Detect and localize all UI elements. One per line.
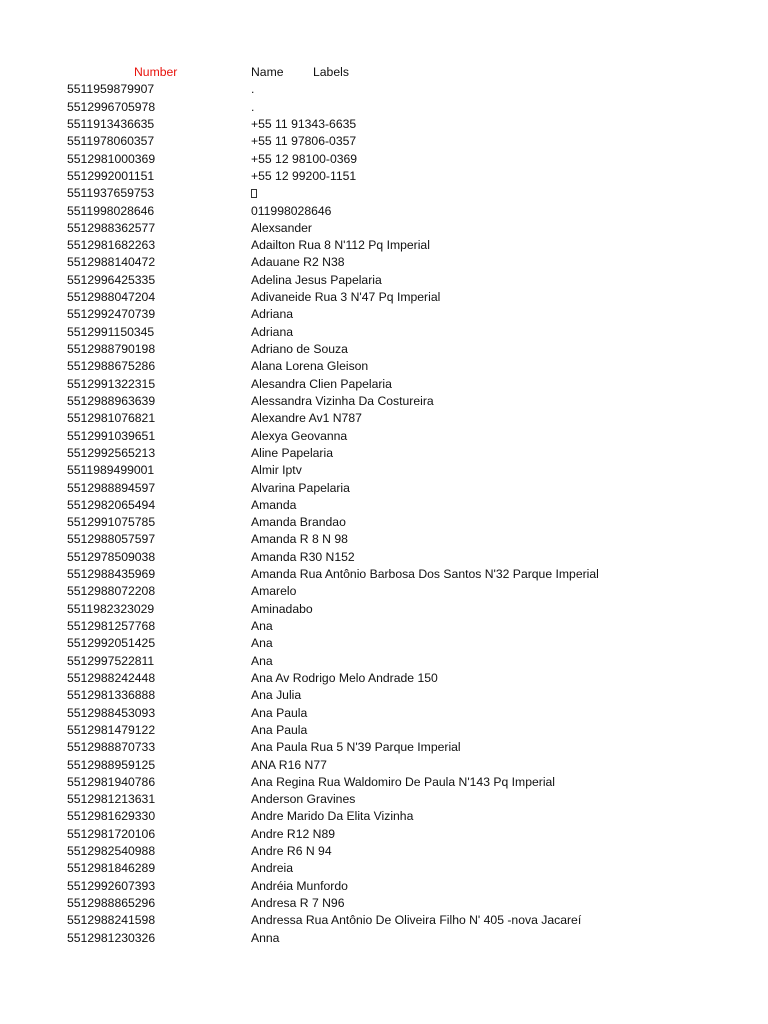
phone-number-cell: 5512996705978 — [67, 99, 156, 114]
table-row — [0, 237, 768, 254]
table-row — [0, 739, 768, 756]
table-row — [0, 203, 768, 220]
table-row — [0, 549, 768, 566]
table-row — [0, 306, 768, 323]
table-row — [0, 480, 768, 497]
phone-number-cell: 5512992470739 — [67, 307, 156, 322]
contact-name-cell: Almir Iptv — [251, 463, 302, 478]
contact-name-cell: Adelina Jesus Papelaria — [251, 272, 382, 287]
phone-number-cell: 5512988790198 — [67, 342, 156, 356]
contact-name-cell: Alesandra Clien Papelaria — [251, 376, 392, 391]
contact-name-cell: Adriano de Souza — [251, 342, 348, 356]
table-row — [0, 583, 768, 600]
table-row — [0, 722, 768, 739]
table-row — [0, 635, 768, 652]
table-row — [0, 272, 768, 289]
table-row — [0, 670, 768, 687]
phone-number-cell: 5512988959125 — [67, 757, 156, 772]
contact-name-cell: Ana Paula — [251, 722, 308, 737]
table-row — [0, 808, 768, 825]
table-row — [0, 930, 768, 947]
phone-number-cell: 5512981629330 — [67, 809, 156, 824]
contact-name-cell: Amanda Brandao — [251, 515, 346, 530]
table-row — [0, 445, 768, 462]
phone-number-cell: 5512981257768 — [67, 619, 156, 633]
phone-number-cell: 5512988894597 — [67, 480, 156, 495]
contact-name-cell: Alexsander — [251, 220, 312, 235]
contact-name-cell: Alexya Geovanna — [251, 428, 348, 443]
contact-name-cell: Alexandre Av1 N787 — [251, 411, 362, 426]
contact-name-cell: +55 12 99200-1151 — [251, 168, 357, 183]
phone-number-cell: 5512988057597 — [67, 532, 156, 547]
phone-number-cell: 5512992607393 — [67, 878, 156, 893]
contact-name-cell: Ana Paula Rua 5 N'39 Parque Imperial — [251, 740, 461, 755]
contact-name-cell: Andre R6 N 94 — [251, 844, 332, 859]
contact-name-cell: 011998028646 — [251, 203, 332, 218]
contact-name-cell: Andre R12 N89 — [251, 826, 336, 841]
phone-number-cell: 5512991075785 — [67, 515, 156, 530]
phone-number-cell: 5512992565213 — [67, 445, 156, 460]
table-row — [0, 254, 768, 271]
name-column-header: Name — [251, 65, 284, 79]
phone-number-cell: 5512992001151 — [67, 168, 155, 183]
phone-number-cell: 5512992051425 — [67, 636, 156, 651]
table-row — [0, 358, 768, 375]
contact-name-cell: Andressa Rua Antônio De Oliveira Filho N' 405 -nova Jacareí — [251, 913, 582, 928]
missing-glyph-icon — [251, 189, 257, 198]
contact-name-cell: Amanda R30 N152 — [251, 549, 355, 564]
phone-number-cell: 5512988140472 — [67, 255, 156, 270]
table-row — [0, 774, 768, 791]
table-row — [0, 566, 768, 583]
contact-name-cell: Ana Paula — [251, 705, 308, 720]
contact-name-cell: Ana — [251, 653, 273, 668]
phone-number-cell: 5512991039651 — [67, 428, 156, 443]
phone-number-cell: 5512997522811 — [67, 653, 155, 668]
phone-number-cell: 5512988453093 — [67, 705, 156, 720]
table-row — [0, 531, 768, 548]
contact-name-cell: Andréia Munfordo — [251, 878, 348, 893]
contact-name-cell: Anna — [251, 930, 280, 945]
phone-number-cell: 5512981479122 — [67, 722, 156, 737]
table-row — [0, 826, 768, 843]
table-row — [0, 99, 768, 116]
contact-name-cell: Andreia — [251, 861, 294, 876]
table-row — [0, 462, 768, 479]
phone-number-cell: 5512981000369 — [67, 151, 156, 166]
contact-name-cell: . — [251, 99, 255, 114]
table-row — [0, 393, 768, 410]
phone-number-cell: 5512988242448 — [67, 670, 156, 685]
phone-number-cell: 5511913436635 — [67, 116, 155, 131]
contact-name-cell: Adriana — [251, 307, 294, 322]
contact-name-cell: Aline Papelaria — [251, 445, 333, 460]
phone-number-cell: 5511978060357 — [67, 134, 155, 149]
table-row — [0, 895, 768, 912]
table-row — [0, 428, 768, 445]
table-row — [0, 514, 768, 531]
phone-number-cell: 5512988963639 — [67, 393, 156, 408]
table-row — [0, 220, 768, 237]
table-row — [0, 289, 768, 306]
header-row — [0, 64, 768, 81]
table-row — [0, 618, 768, 635]
phone-number-cell: 5512982540988 — [67, 844, 156, 859]
phone-number-cell: 5512981336888 — [67, 688, 156, 703]
table-row — [0, 860, 768, 877]
contact-name-cell: Ana — [251, 619, 273, 633]
contact-name-cell: +55 12 98100-0369 — [251, 151, 358, 166]
contact-name-cell: Amanda Rua Antônio Barbosa Dos Santos N'32 Parque Imperial — [251, 567, 599, 582]
table-row — [0, 912, 768, 929]
contact-name-cell: Amarelo — [251, 584, 297, 599]
phone-number-cell: 5512988072208 — [67, 584, 156, 599]
contact-name-cell: Alessandra Vizinha Da Costureira — [251, 393, 434, 408]
contact-rows — [0, 81, 768, 947]
table-row — [0, 376, 768, 393]
phone-number-cell: 5512981682263 — [67, 238, 156, 253]
phone-number-cell: 5512982065494 — [67, 497, 156, 512]
contact-name-cell: Anderson Gravines — [251, 792, 356, 807]
table-row — [0, 168, 768, 185]
contact-name-cell: Ana Julia — [251, 688, 302, 703]
contact-name-cell: Ana Regina Rua Waldomiro De Paula N'143 Pq Imperial — [251, 774, 556, 789]
table-row — [0, 687, 768, 704]
phone-number-cell: 5512988435969 — [67, 567, 156, 582]
phone-number-cell: 5511959879907 — [67, 82, 155, 97]
phone-number-cell: 5511937659753 — [67, 186, 155, 201]
phone-number-cell: 5512981720106 — [67, 826, 156, 841]
number-column-header: Number — [134, 65, 178, 79]
table-row — [0, 185, 768, 202]
phone-number-cell: 5512981230326 — [67, 930, 156, 945]
table-row — [0, 653, 768, 670]
contact-name-cell: Alvarina Papelaria — [251, 480, 350, 495]
contact-name-cell: Alana Lorena Gleison — [251, 359, 369, 374]
table-row — [0, 116, 768, 133]
contact-name-cell: Adriana — [251, 324, 294, 339]
contact-name-cell: Ana — [251, 636, 273, 651]
phone-number-cell: 5512988870733 — [67, 740, 156, 755]
contact-name-cell: +55 11 97806-0357 — [251, 134, 357, 149]
phone-number-cell: 5512988675286 — [67, 359, 156, 374]
table-row — [0, 151, 768, 168]
table-row — [0, 705, 768, 722]
phone-number-cell: 5512981846289 — [67, 861, 156, 876]
contact-name-cell: Andre Marido Da Elita Vizinha — [251, 809, 414, 824]
table-row — [0, 843, 768, 860]
contact-name-cell: Adauane R2 N38 — [251, 255, 345, 270]
contact-name-cell — [251, 185, 257, 202]
contact-name-cell: +55 11 91343-6635 — [251, 116, 357, 131]
contact-name-cell: ANA R16 N77 — [251, 757, 327, 772]
table-row — [0, 133, 768, 150]
contact-name-cell: Amanda R 8 N 98 — [251, 532, 348, 547]
table-row — [0, 410, 768, 427]
phone-number-cell: 5511989499001 — [67, 463, 155, 478]
phone-number-cell: 5511982323029 — [67, 601, 155, 616]
contact-name-cell: Aminadabo — [251, 601, 313, 616]
table-row — [0, 497, 768, 514]
phone-number-cell: 5512978509038 — [67, 549, 156, 564]
phone-number-cell: 5512988047204 — [67, 290, 156, 305]
contact-name-cell: . — [251, 82, 255, 97]
table-row — [0, 878, 768, 895]
table-row — [0, 324, 768, 341]
phone-number-cell: 5512988362577 — [67, 220, 156, 235]
phone-number-cell: 5512981940786 — [67, 774, 156, 789]
contact-name-cell: Ana Av Rodrigo Melo Andrade 150 — [251, 670, 438, 685]
contact-sheet — [0, 64, 768, 947]
phone-number-cell: 5512981076821 — [67, 411, 156, 426]
table-row — [0, 757, 768, 774]
contact-name-cell: Adivaneide Rua 3 N'47 Pq Imperial — [251, 290, 441, 305]
table-row — [0, 81, 768, 98]
phone-number-cell: 5512991322315 — [67, 376, 156, 391]
contact-name-cell: Andresa R 7 N96 — [251, 896, 345, 910]
table-row — [0, 791, 768, 808]
labels-column-header: Labels — [313, 65, 349, 79]
table-row — [0, 601, 768, 618]
contact-name-cell: Amanda — [251, 497, 297, 512]
contact-name-cell: Adailton Rua 8 N'112 Pq Imperial — [251, 238, 430, 253]
phone-number-cell: 5512988241598 — [67, 913, 156, 928]
phone-number-cell: 5512988865296 — [67, 896, 156, 910]
phone-number-cell: 5512991150345 — [67, 324, 155, 339]
phone-number-cell: 5512996425335 — [67, 272, 156, 287]
phone-number-cell: 5512981213631 — [67, 792, 156, 807]
phone-number-cell: 5511998028646 — [67, 203, 155, 218]
table-row — [0, 341, 768, 358]
